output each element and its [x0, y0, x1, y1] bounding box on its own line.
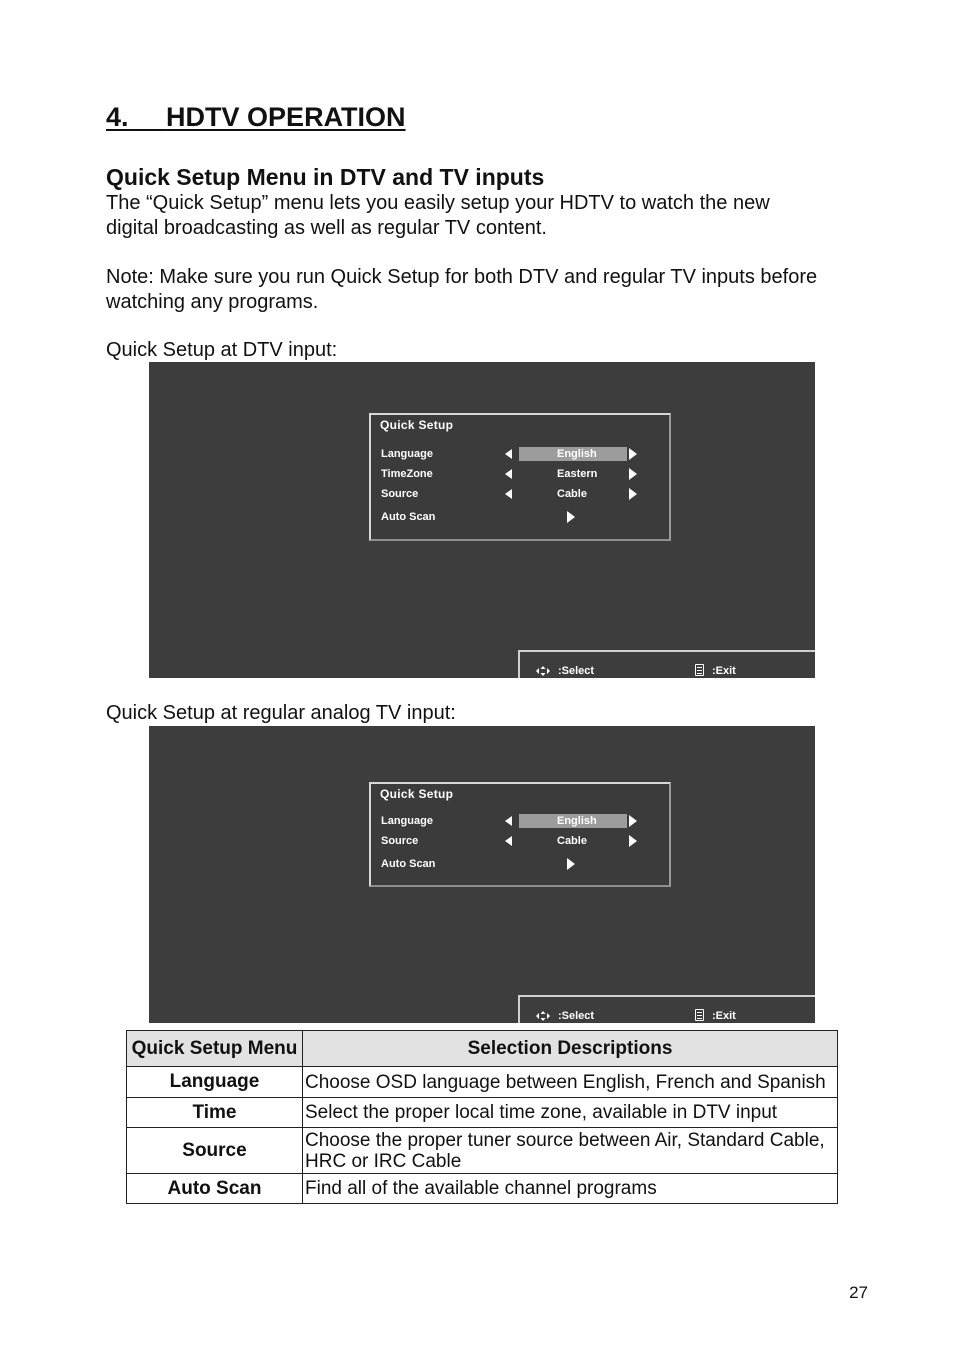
table-cell-description: Find all of the available channel programs	[303, 1174, 838, 1204]
section-title: HDTV OPERATION	[166, 102, 406, 132]
arrow-left-icon[interactable]	[505, 489, 512, 499]
dtv-caption: Quick Setup at DTV input:	[106, 339, 338, 361]
subsection-title: Quick Setup Menu in DTV and TV inputs	[106, 164, 545, 190]
section-heading	[106, 102, 406, 133]
dpad-icon	[536, 1011, 550, 1021]
table-cell-item: Source	[127, 1128, 303, 1174]
arrow-right-icon[interactable]	[629, 448, 637, 460]
menu-value: Cable	[557, 835, 587, 847]
menu-row-source[interactable]	[371, 487, 669, 503]
select-hint: :Select	[558, 665, 595, 677]
table-cell-description: Select the proper local time zone, available in DTV input	[303, 1098, 838, 1128]
analog-tv-screen	[149, 726, 815, 1023]
remote-icon	[695, 664, 704, 676]
analog-caption: Quick Setup at regular analog TV input:	[106, 702, 456, 724]
arrow-right-icon[interactable]	[567, 511, 575, 523]
arrow-right-icon[interactable]	[629, 835, 637, 847]
menu-row-timezone[interactable]	[371, 467, 669, 483]
arrow-right-icon[interactable]	[629, 468, 637, 480]
dtv-tv-screen	[149, 362, 815, 678]
table-cell-item: Language	[127, 1067, 303, 1098]
arrow-right-icon[interactable]	[629, 815, 637, 827]
menu-label: Source	[381, 835, 419, 847]
menu-value: Cable	[557, 488, 587, 500]
table-row	[127, 1174, 838, 1204]
arrow-right-icon[interactable]	[567, 858, 575, 870]
menu-value: Eastern	[557, 468, 598, 480]
dtv-quick-setup-menu	[369, 413, 671, 541]
menu-title: Quick Setup	[380, 418, 454, 432]
help-bar	[518, 995, 815, 1023]
menu-row-language[interactable]	[371, 814, 669, 830]
arrow-left-icon[interactable]	[505, 836, 512, 846]
table-row	[127, 1128, 838, 1174]
menu-label: Auto Scan	[381, 511, 436, 523]
quick-setup-table	[126, 1030, 838, 1204]
dpad-icon	[536, 666, 550, 676]
table-header: Quick Setup Menu	[127, 1031, 303, 1067]
table-header-row	[127, 1031, 838, 1067]
arrow-left-icon[interactable]	[505, 469, 512, 479]
page-number: 27	[849, 1283, 868, 1302]
arrow-left-icon[interactable]	[505, 816, 512, 826]
menu-label: TimeZone	[381, 468, 433, 480]
exit-hint: :Exit	[712, 665, 736, 677]
intro-paragraph: The “Quick Setup” menu lets you easily setup your HDTV to watch the new digital broadcasting as well as regular TV content.	[106, 192, 770, 239]
arrow-right-icon[interactable]	[629, 488, 637, 500]
menu-label: Auto Scan	[381, 858, 436, 870]
menu-row-source[interactable]	[371, 834, 669, 850]
help-bar	[518, 650, 815, 678]
arrow-left-icon[interactable]	[505, 449, 512, 459]
table-cell-item: Time	[127, 1098, 303, 1128]
menu-value: English	[519, 447, 627, 461]
menu-label: Language	[381, 815, 433, 827]
table-cell-description: Choose OSD language between English, French and Spanish	[303, 1067, 838, 1098]
menu-row-auto-scan[interactable]	[371, 510, 669, 526]
table-header: Selection Descriptions	[303, 1031, 838, 1067]
remote-icon	[695, 1009, 704, 1021]
menu-value: English	[519, 814, 627, 828]
exit-hint: :Exit	[712, 1010, 736, 1022]
select-hint: :Select	[558, 1010, 595, 1022]
note-paragraph: Note: Make sure you run Quick Setup for both DTV and regular TV inputs before watching any programs.	[106, 266, 818, 313]
table-cell-description: Choose the proper tuner source between Air, Standard Cable, HRC or IRC Cable	[303, 1128, 838, 1174]
menu-title: Quick Setup	[380, 787, 454, 801]
table-row	[127, 1067, 838, 1098]
section-number: 4.	[106, 102, 129, 132]
table-row	[127, 1098, 838, 1128]
menu-label: Source	[381, 488, 419, 500]
menu-label: Language	[381, 448, 433, 460]
analog-quick-setup-menu	[369, 782, 671, 887]
table-cell-item: Auto Scan	[127, 1174, 303, 1204]
menu-row-language[interactable]	[371, 447, 669, 463]
menu-row-auto-scan[interactable]	[371, 857, 669, 873]
